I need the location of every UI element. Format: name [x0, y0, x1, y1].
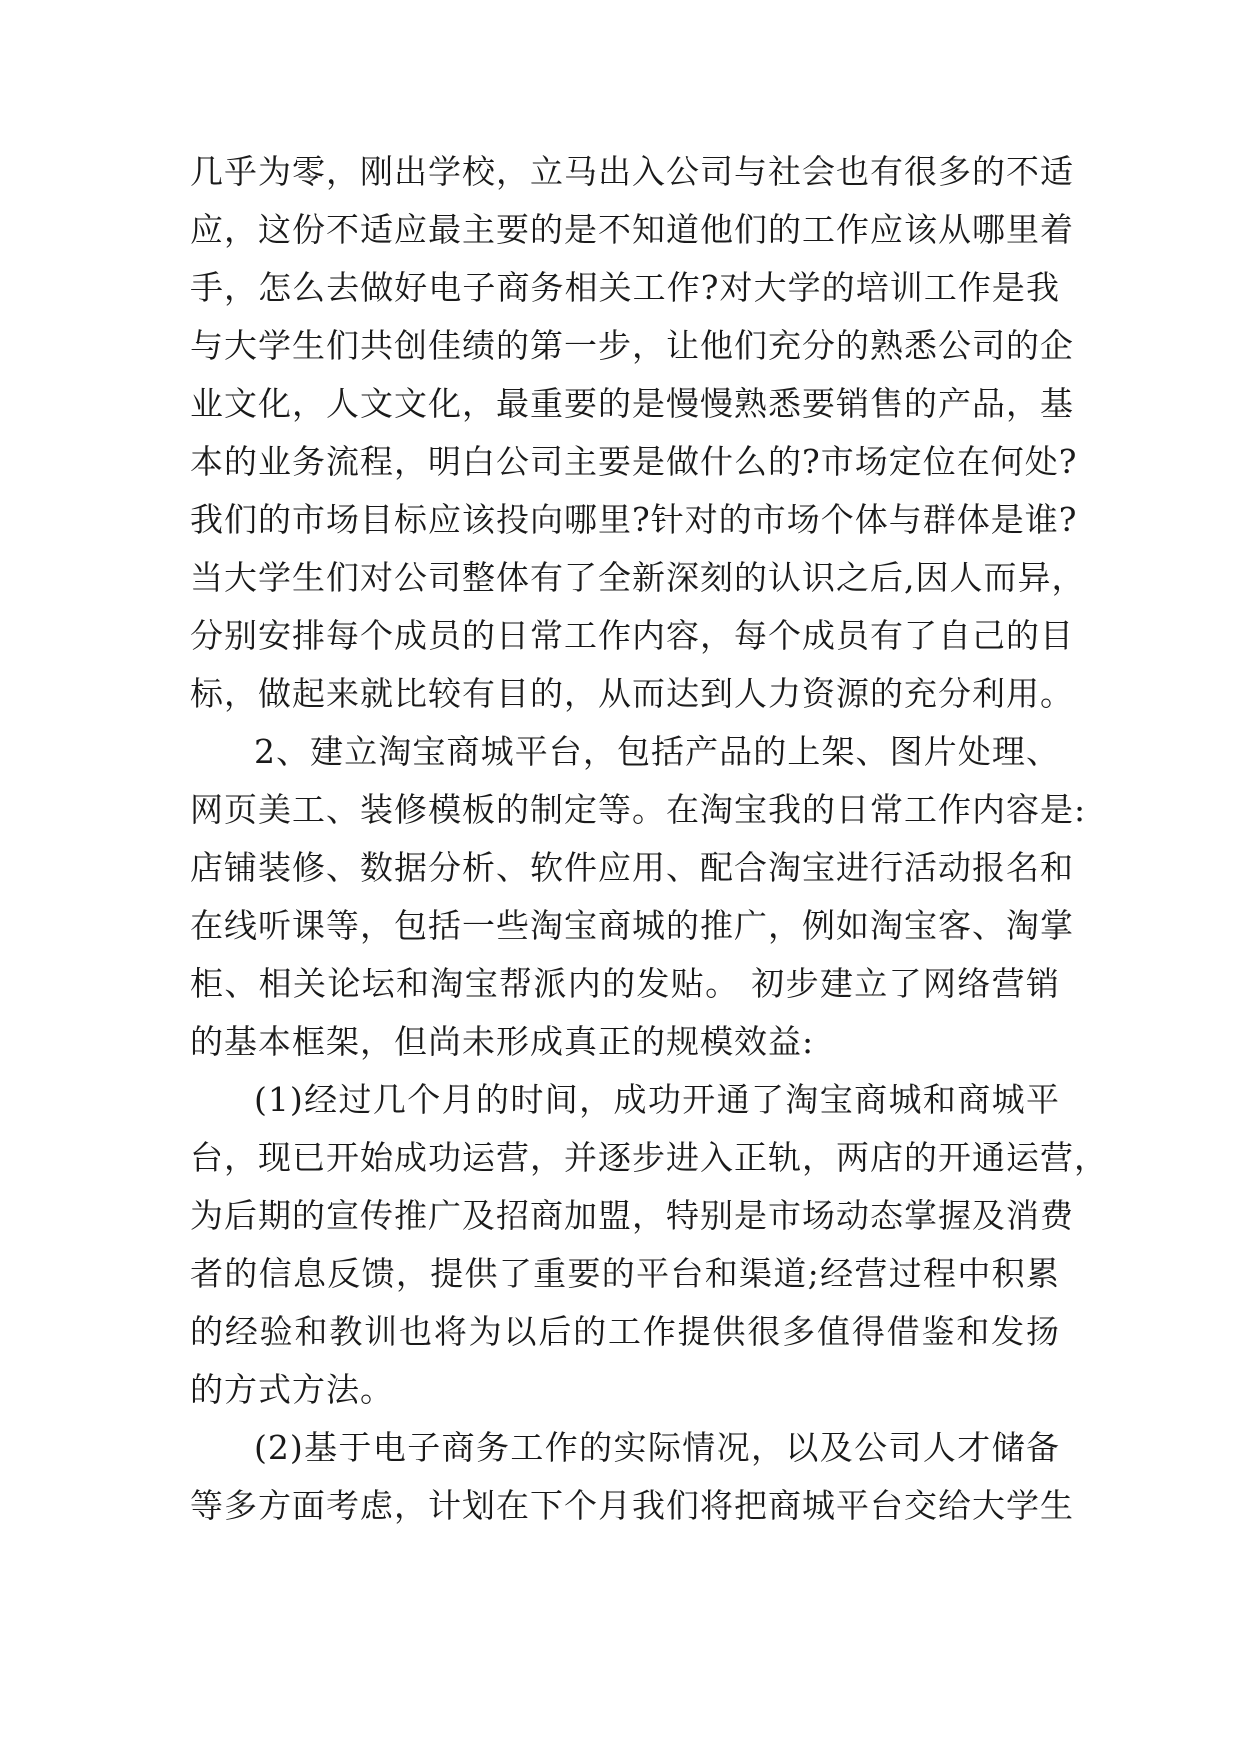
text-line: 等多方面考虑，计划在下个月我们将把商城平台交给大学生 [190, 1486, 1074, 1525]
paragraph-start-line: (2)基于电子商务工作的实际情况，以及公司人才储备 [254, 1428, 1060, 1467]
text-line: 手，怎么去做好电子商务相关工作?对大学的培训工作是我 [190, 268, 1060, 307]
text-line: 台，现已开始成功运营，并逐步进入正轨，两店的开通运营， [190, 1138, 1108, 1177]
text-line: 当大学生们对公司整体有了全新深刻的认识之后,因人而异， [190, 558, 1086, 597]
text-line: 几乎为零，刚出学校，立马出入公司与社会也有很多的不适 [190, 152, 1074, 191]
text-line: 分别安排每个成员的日常工作内容，每个成员有了自己的目 [190, 616, 1074, 655]
text-line: 为后期的宣传推广及招商加盟，特别是市场动态掌握及消费 [190, 1196, 1074, 1235]
text-line: 应，这份不适应最主要的是不知道他们的工作应该从哪里着 [190, 210, 1074, 249]
text-line: 在线听课等，包括一些淘宝商城的推广，例如淘宝客、淘掌 [190, 906, 1074, 945]
paragraph-start-line: (1)经过几个月的时间，成功开通了淘宝商城和商城平 [254, 1080, 1060, 1119]
text-line: 的基本框架，但尚未形成真正的规模效益: [190, 1022, 815, 1061]
text-line: 网页美工、装修模板的制定等。在淘宝我的日常工作内容是: [190, 790, 1087, 829]
text-line: 本的业务流程，明白公司主要是做什么的?市场定位在何处? [190, 442, 1078, 481]
text-line: 的方式方法。 [190, 1370, 394, 1409]
text-line: 的经验和教训也将为以后的工作提供很多值得借鉴和发扬 [190, 1312, 1060, 1351]
text-line: 我们的市场目标应该投向哪里?针对的市场个体与群体是谁? [190, 500, 1078, 539]
text-line: 店铺装修、数据分析、软件应用、配合淘宝进行活动报名和 [190, 848, 1074, 887]
text-line: 柜、相关论坛和淘宝帮派内的发贴。 初步建立了网络营销 [190, 964, 1060, 1003]
text-line: 标，做起来就比较有目的，从而达到人力资源的充分利用。 [190, 674, 1074, 713]
paragraph-start-line: 2、建立淘宝商城平台，包括产品的上架、图片处理、 [254, 732, 1060, 771]
text-line: 业文化，人文文化，最重要的是慢慢熟悉要销售的产品，基 [190, 384, 1074, 423]
text-line: 与大学生们共创佳绩的第一步，让他们充分的熟悉公司的企 [190, 326, 1074, 365]
text-line: 者的信息反馈，提供了重要的平台和渠道;经营过程中积累 [190, 1254, 1060, 1293]
